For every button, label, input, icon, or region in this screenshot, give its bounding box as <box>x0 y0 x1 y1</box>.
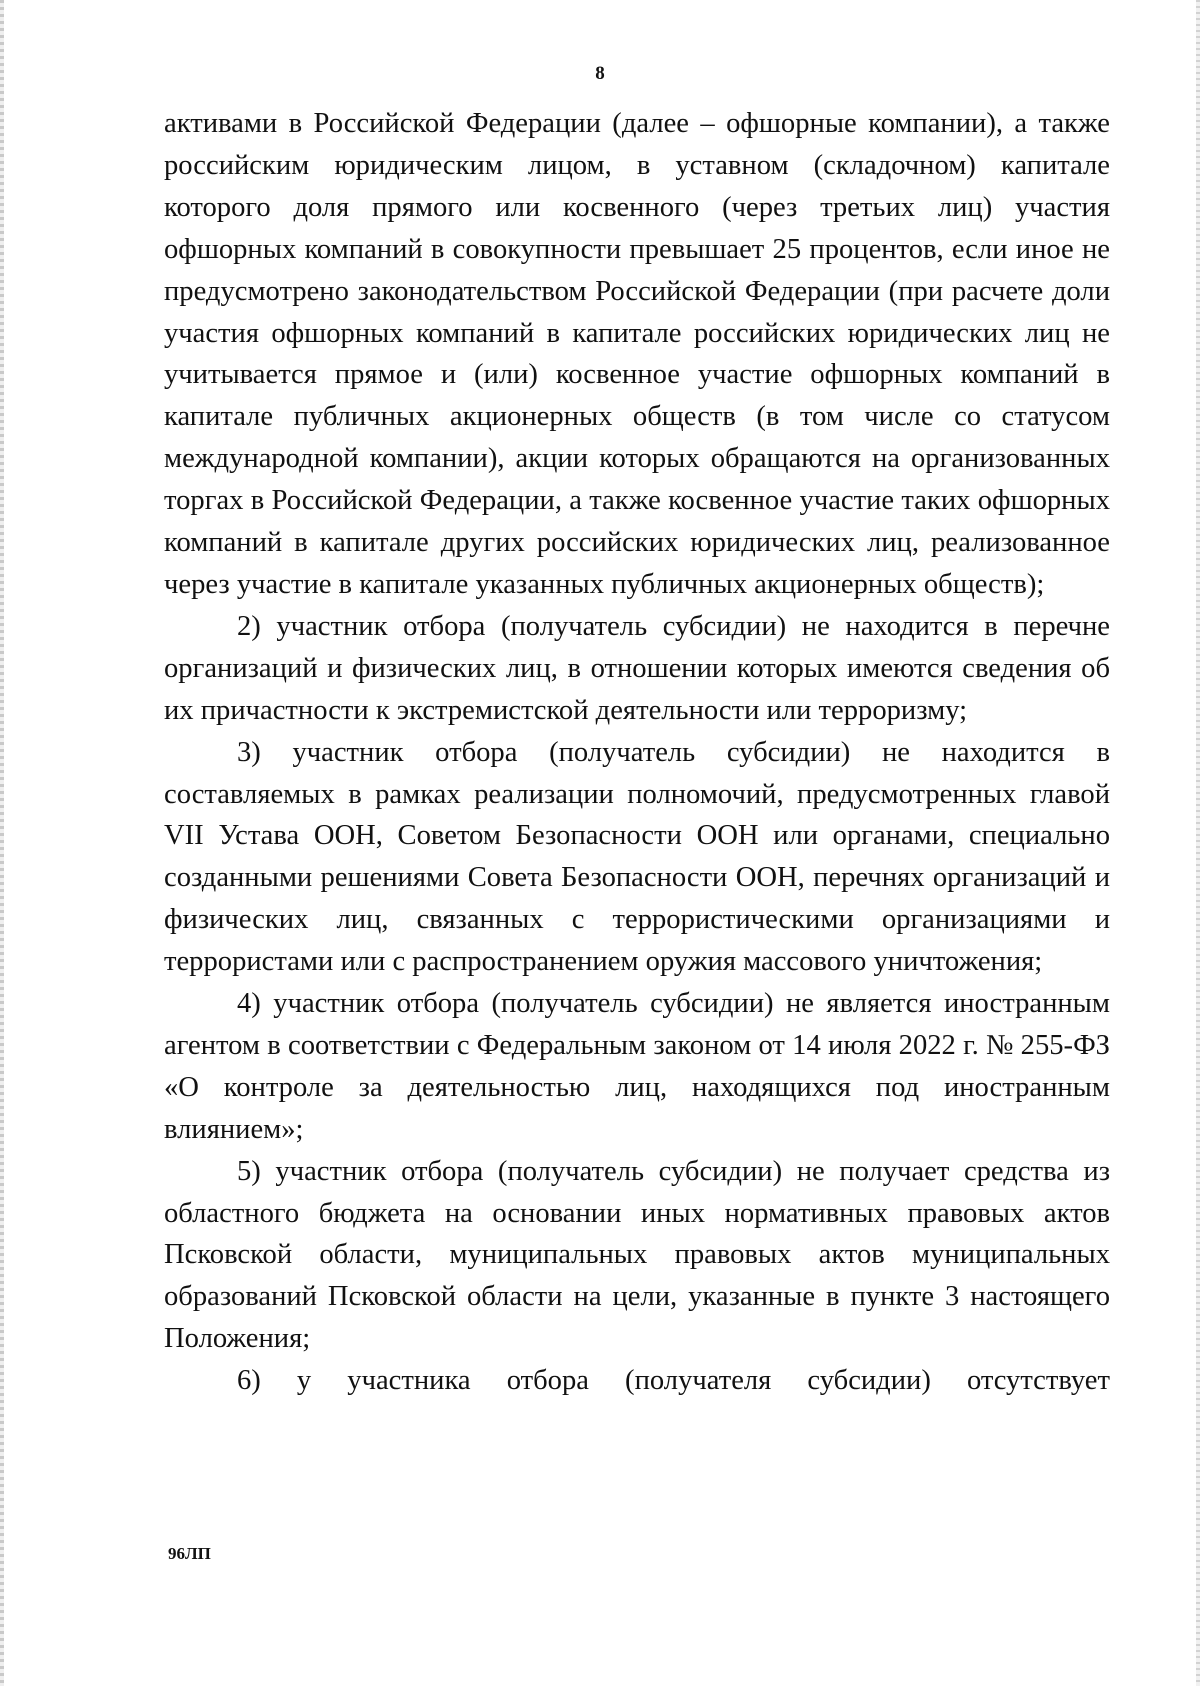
paragraph-item-4: 4) участник отбора (получатель субсидии) не является иностранным агентом в соответствии с Федеральным законом от 14 июля 2022 г. № 255-ФЗ «О контроле за деятельностью лиц, находящихся под иностранным влиянием»; <box>164 988 1110 1145</box>
paragraph-offshore-continuation: активами в Российской Федерации (далее – офшорные компании), а также российским юридическим лицом, в уставном (складочном) капитале которого доля прямого или косвенного (через третьих лиц) участия офшорных компаний в совокупности превышает 25 процентов, если иное не предусмотрено законодательством Российской Федерации (при расчете доли участия офшорных компаний в капитале российских юридических лиц не учитывается прямое и (или) косвенное участие офшорных компаний в капитале публичных акционерных обществ (в том числе со статусом международной компании), акции которых обращаются на организованных торгах в Российской Федерации, а также косвенное участие таких офшорных компаний в капитале других российских юридических лиц, реализованное через участие в капитале указанных публичных акционерных обществ); <box>164 108 1110 600</box>
paragraph-item-3: 3) участник отбора (получатель субсидии) не находится в составляемых в рамках реализации полномочий, предусмотренных главой VII Устава ООН, Советом Безопасности ООН или органами, специально созданными решениями Совета Безопасности ООН, перечнях организаций и физических лиц, связанных с террористическими организациями и террористами или с распространением оружия массового уничтожения; <box>164 736 1110 978</box>
footer-document-code: 96ЛП <box>168 1544 211 1563</box>
paragraph-item-6: 6) у участника отбора (получателя субсидии) отсутствует <box>237 1365 1110 1397</box>
scan-edge-left <box>0 0 4 1686</box>
page-number: 8 <box>595 63 605 84</box>
document-body <box>164 103 1110 1402</box>
paragraph-item-2: 2) участник отбора (получатель субсидии) не находится в перечне организаций и физических лиц, в отношении которых имеются сведения об их причастности к экстремистской деятельности или терроризму; <box>164 610 1110 726</box>
paragraph-item-5: 5) участник отбора (получатель субсидии) не получает средства из областного бюджета на основании иных нормативных правовых актов Псковской области, муниципальных правовых актов муниципальных образований Псковской области на цели, указанные в пункте 3 настоящего Положения; <box>164 1155 1110 1355</box>
scan-edge-right <box>1196 0 1200 1686</box>
